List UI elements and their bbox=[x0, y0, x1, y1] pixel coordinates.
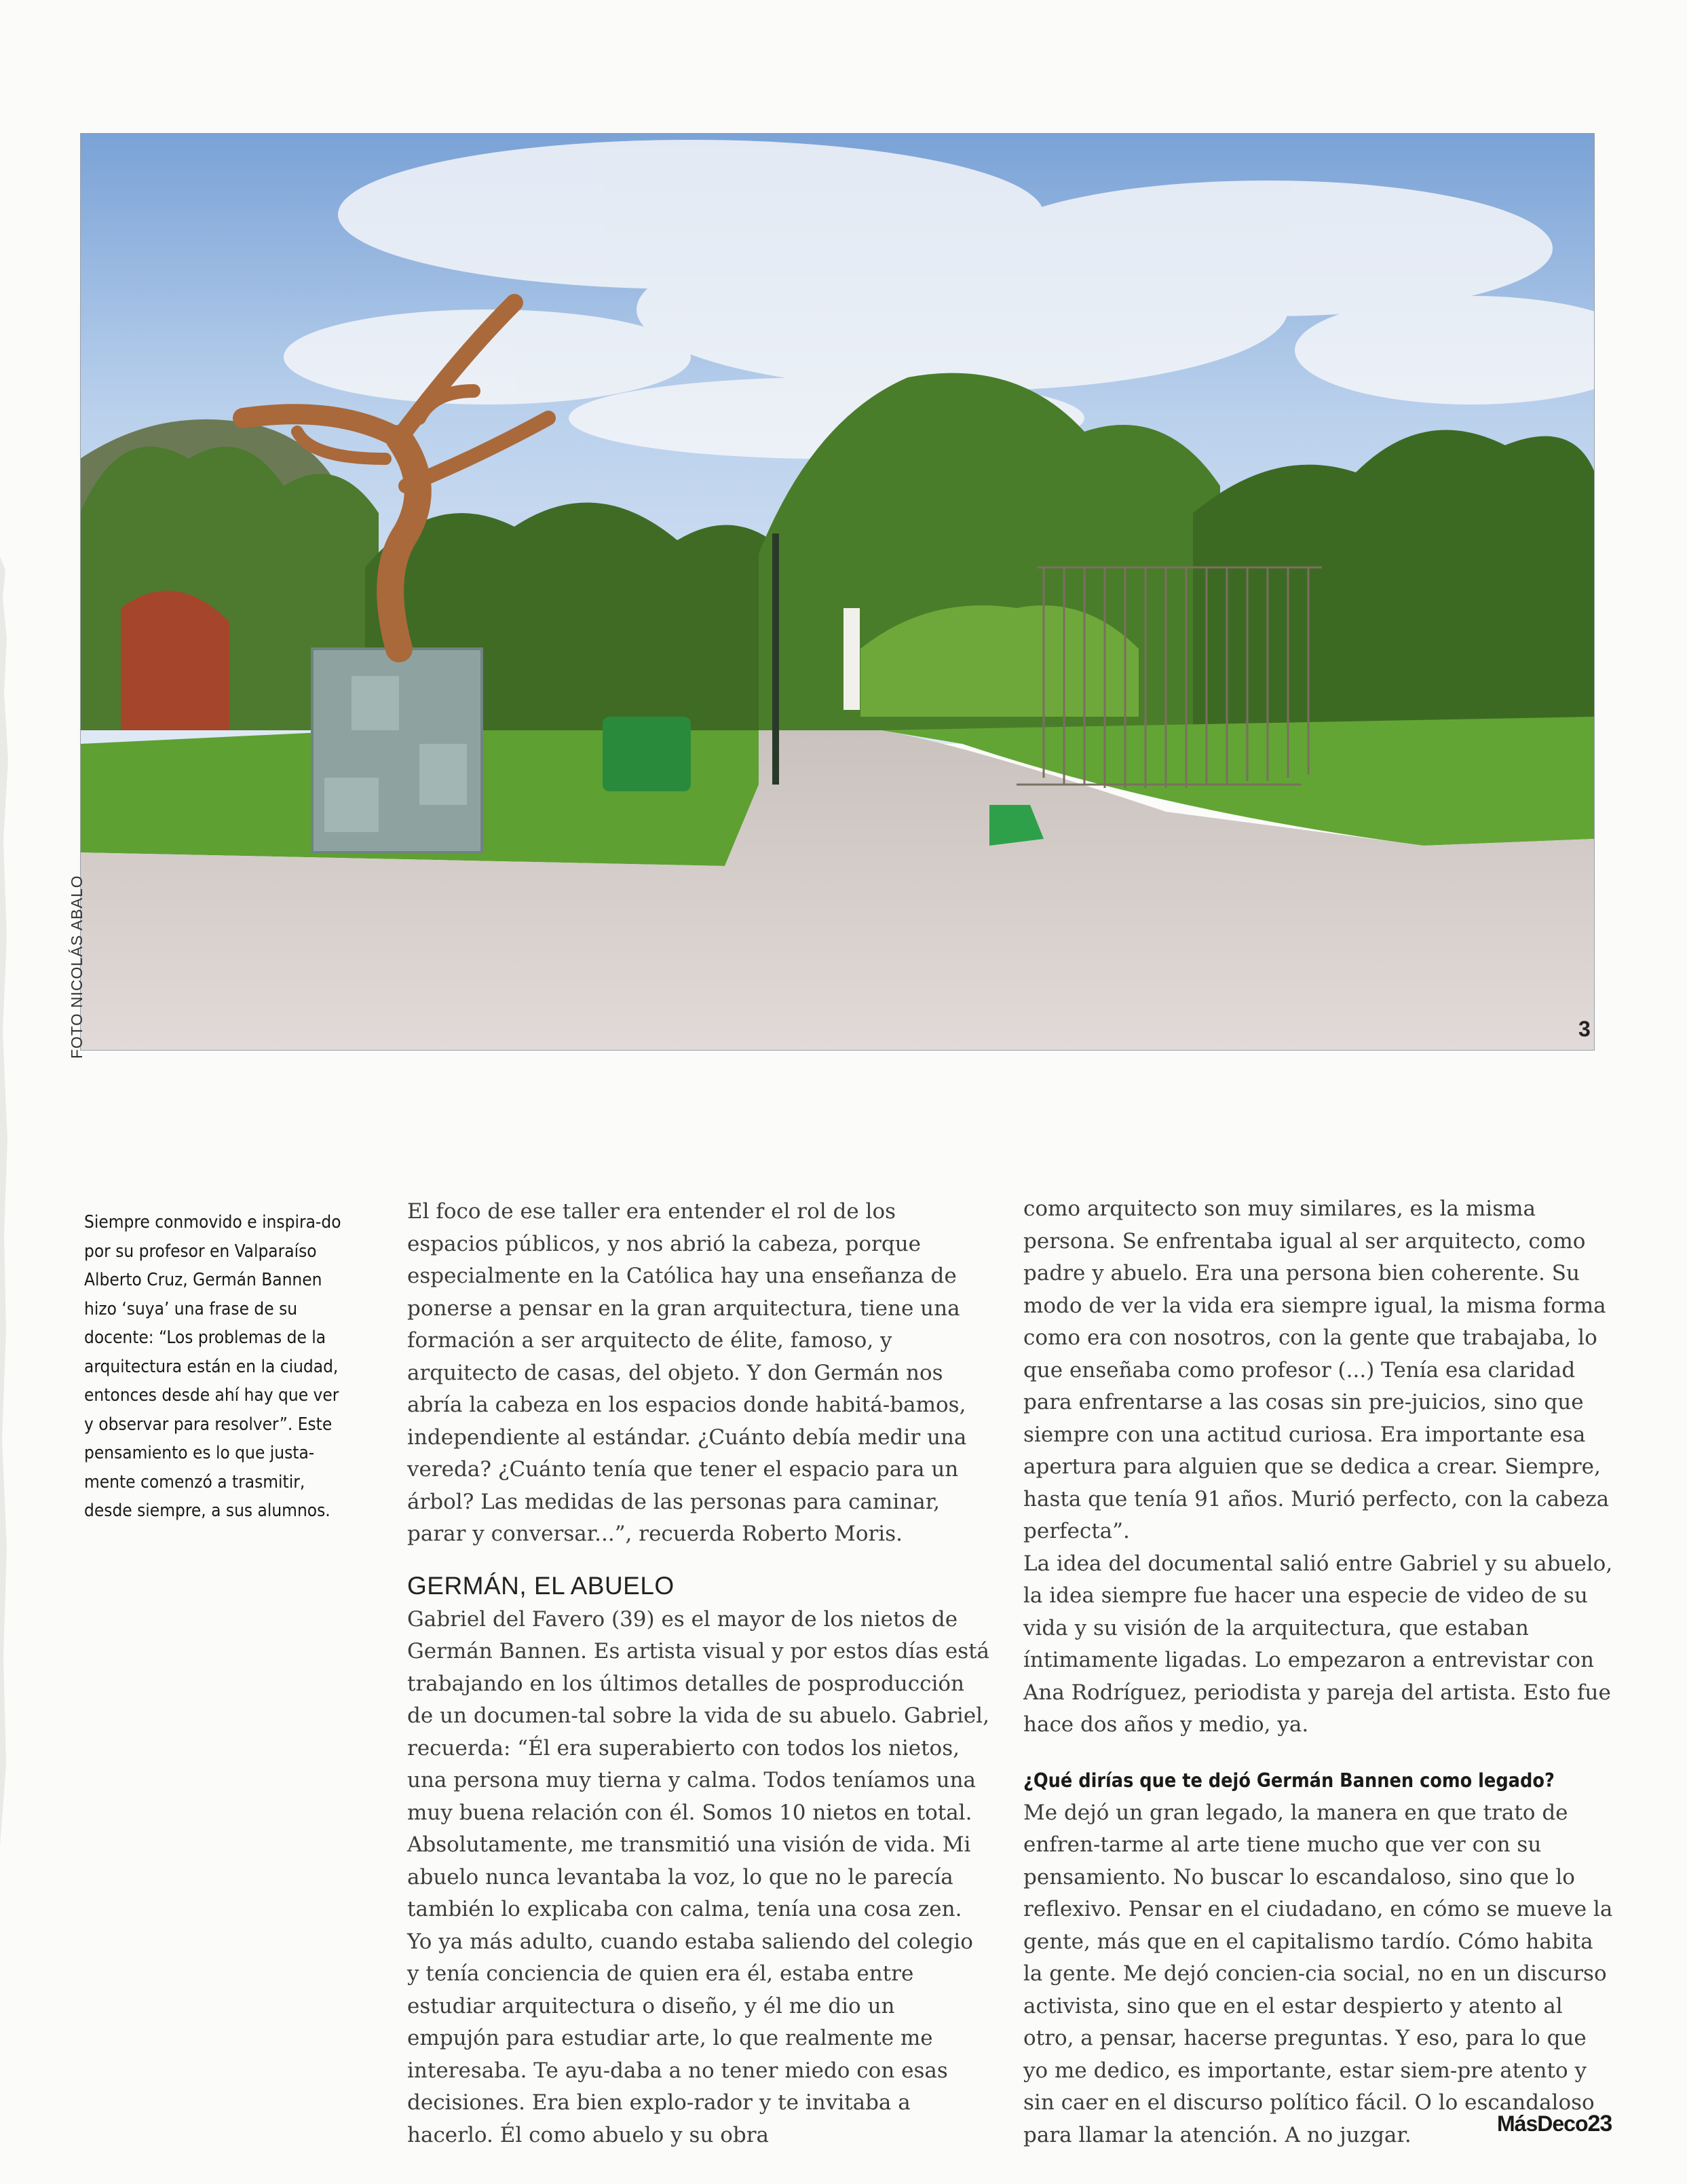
body-paragraph: Gabriel del Favero (39) es el mayor de los nietos de Germán Bannen. Es artista visual y por estos días está trabajando en los últimos detalles de posproducción de un documen-tal sobre la vida de su abuelo. Gabriel, recuerda: “Él era superabierto con todos los nietos, una persona muy tierna y calma. Todos teníamos una muy buena relación con él. Somos 10 nietos en total. Absolutamente, me transmitió una visión de vida. Mi abuelo nunca levantaba la voz, lo que no le parecía también lo explicaba con calma, tenía una cosa zen. Yo ya más adulto, cuando estaba saliendo del colegio y tenía conciencia de quien era él, estaba entre estudiar arquitectura o diseño, y él me dio un empujón para estudiar arte, lo que realmente me interesaba. Te ayu-daba a no tener miedo con esas decisiones. Era bien explo-rador y te invitaba a hacerlo. Él como abuelo y su obra bbox=[407, 1606, 990, 2147]
page-footer bbox=[1497, 2111, 1612, 2137]
photo-number: 3 bbox=[1578, 1017, 1591, 1041]
page-number: 23 bbox=[1587, 2111, 1612, 2136]
lamp-post bbox=[772, 533, 779, 785]
white-sculpture bbox=[843, 608, 860, 710]
section-heading: GERMÁN, EL ABUELO bbox=[407, 1571, 675, 1600]
stone-pedestal bbox=[312, 649, 482, 852]
photo-credit: FOTO NICOLÁS ABALO bbox=[68, 875, 86, 1059]
continued-paragraph: como arquitecto son muy similares, es la misma persona. Se enfrentaba igual al ser arquitecto, como padre y abuelo. Era una persona bien coherente. Su modo de ver la vida era siempre igual, la misma forma como era con nosotros, con la gente que trabajaba, lo que enseñaba como profesor (...) Tenía esa claridad para enfrentarse a las cosas sin pre-juicios, sino que siempre con una actitud curiosa. Era importante esa apertura para alguien que se dedica a crear. Siempre, hasta que tenía 91 años. Murió perfecto, con la cabeza perfecta”. bbox=[1023, 1197, 1610, 1543]
green-sculpture bbox=[603, 717, 691, 791]
torn-page-edge bbox=[0, 557, 18, 1846]
interview-answer: Me dejó un gran legado, la manera en que trato de enfren-tarme al arte tiene mucho que ver con su pensamiento. No buscar lo escandaloso, sino que lo reflexivo. Pensar en el ciudadano, en cómo se mueve la gente, más que en el capitalismo tardío. Cómo habita la gente. Me dejó concien-cia social, no en un discurso activista, sino que en el estar despierto y atento al otro, a pensar, hacerse preguntas. Y eso, para lo que yo me dedico, es importante, estar siem-pre atento y sin caer en el discurso político fácil. O lo escandaloso para llamar la atención. A no juzgar. bbox=[1023, 1800, 1613, 2147]
photo-caption: Siempre conmovido e inspira-do por su profesor en Valparaíso Alberto Cruz, Germán Bannen hizo ‘suya’ una frase de su docente: “Los problemas de la arquitectura están en la ciudad, entonces desde ahí hay que ver y observar para resolver”. Este pensamiento es lo que justa-mente comenzó a trasmitir, desde siempre, a sus alumnos. bbox=[84, 1212, 341, 1521]
article-column-2 bbox=[1023, 1193, 1614, 2151]
magazine-brand: MásDeco bbox=[1497, 2111, 1588, 2136]
documentary-paragraph: La idea del documental salió entre Gabriel y su abuelo, la idea siempre fue hacer una especie de video de su vida y su visión de la arquitectura, que estaban íntimamente ligadas. Lo empezaron a entrevistar con Ana Rodríguez, periodista y pareja del artista. Esto fue hace dos años y medio, ya. bbox=[1023, 1551, 1613, 1737]
article-column-1 bbox=[407, 1196, 991, 2151]
intro-paragraph: El foco de ese taller era entender el rol de los espacios públicos, y nos abrió la cabeza, porque especialmente en la Católica hay una enseñanza de ponerse a pensar en la gran arquitectura, tiene una formación a ser arquitecto de élite, famoso, y arquitecto de casas, del objeto. Y don Germán nos abría la cabeza en los espacios donde habitá-bamos, independiente al estándar. ¿Cuánto debía medir una vereda? ¿Cuánto tenía que tener el espacio para un árbol? Las medidas de las personas para caminar, parar y conversar...”, recuerda Roberto Moris. bbox=[407, 1199, 967, 1546]
interview-question: ¿Qué dirías que te dejó Germán Bannen como legado? bbox=[1023, 1769, 1555, 1792]
park-sculpture-photo bbox=[80, 133, 1595, 1051]
